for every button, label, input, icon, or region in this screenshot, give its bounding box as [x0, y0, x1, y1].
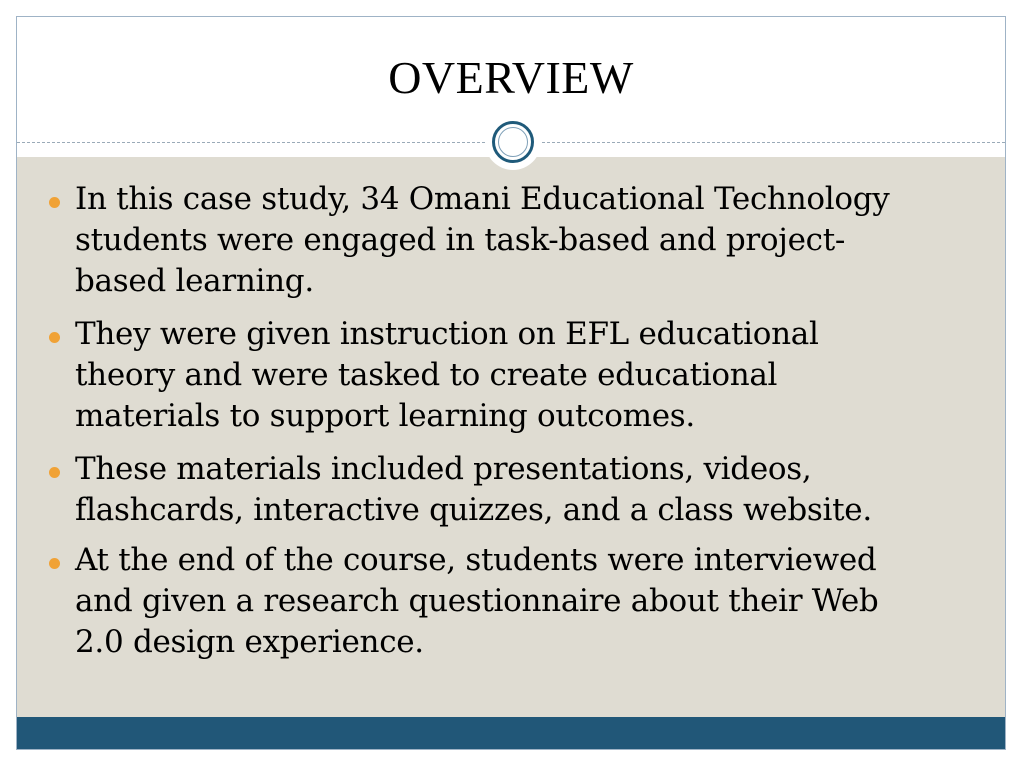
bullet-dot-icon — [49, 558, 60, 569]
slide — [16, 16, 1006, 750]
bullet-4-line-1: At the end of the course, students were interviewed — [75, 542, 877, 578]
bullet-4-line-3: 2.0 design experience. — [75, 624, 424, 660]
bullet-2-line-3: materials to support learning outcomes. — [75, 398, 695, 434]
bullet-dot-icon — [49, 332, 60, 343]
footer-bar — [17, 717, 1005, 750]
bullet-3-line-2: flashcards, interactive quizzes, and a class website. — [75, 492, 872, 528]
bullet-4-line-2: and given a research questionnaire about their Web — [75, 583, 879, 619]
slide-title: OVERVIEW — [388, 52, 634, 103]
bullet-1-line-1: In this case study, 34 Omani Educational Technology — [75, 181, 890, 217]
bullet-2-line-1: They were given instruction on EFL educational — [75, 316, 819, 352]
bullet-dot-icon — [49, 467, 60, 478]
bullet-3-line-1: These materials included presentations, videos, — [75, 451, 812, 487]
circle-ornament-icon — [485, 114, 541, 170]
bullet-2-line-2: theory and were tasked to create educational — [75, 357, 778, 393]
bullet-dot-icon — [49, 197, 60, 208]
content-panel — [17, 157, 1005, 717]
bullet-1-line-2: students were engaged in task-based and project- — [75, 222, 846, 258]
bullet-1-line-3: based learning. — [75, 263, 314, 299]
